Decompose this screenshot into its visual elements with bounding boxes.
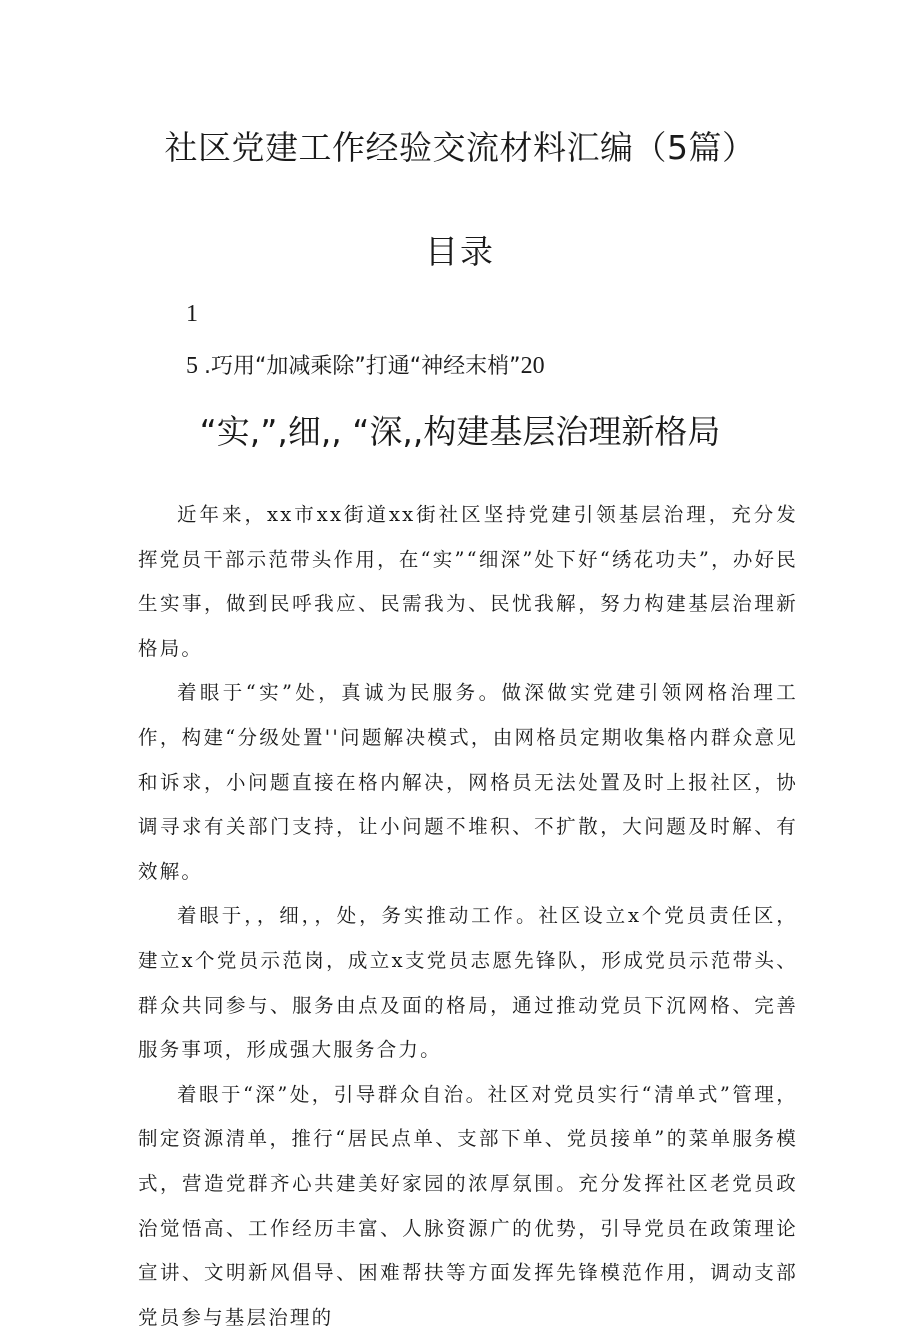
paragraph: 着眼于“深”处，引导群众自治。社区对党员实行“清单式”管理，制定资源清单，推行“居民点单、支部下单、党员接单”的菜单服务模式，营造党群齐心共建美好家园的浓厚氛围。充分发挥社区老党员政治觉悟高、工作经历丰富、人脉资源广的优势，引导党员在政策理论宣讲、文明新风倡导、困难帮扶等方面发挥先锋模范作用，调动支部党员参与基层治理的 — [138, 1082, 798, 1329]
article-body — [138, 493, 798, 1340]
document-title: 社区党建工作经验交流材料汇编（5篇） — [164, 128, 756, 167]
paragraph: 近年来，xx市xx街道xx街社区坚持党建引领基层治理，充分发挥党员干部示范带头作用，在“实”“细深”处下好“绣花功夫”，办好民生实事，做到民呼我应、民需我为、民忧我解，努力构建基层治理新格局。 — [138, 503, 798, 660]
toc-entry-text: .巧用“加减乘除”打通“神经末梢” — [204, 354, 521, 379]
paragraph: 着眼于“实”处，真诚为民服务。做深做实党建引领网格治理工作，构建“分级处置''问题解决模式，由网格员定期收集格内群众意见和诉求，小问题直接在格内解决，网格员无法处置及时上报社区，协调寻求有关部门支持，让小问题不堆积、不扩散，大问题及时解、有效解。 — [138, 681, 798, 883]
toc-entry-number: 1 — [186, 301, 198, 327]
toc-entry — [186, 298, 198, 330]
paragraph: 着眼于，，细，，处，务实推动工作。社区设立x个党员责任区，建立x个党员示范岗，成立x支党员志愿先锋队，形成党员示范带头、群众共同参与、服务由点及面的格局，通过推动党员下沉网格、完善服务事项，形成强大服务合力。 — [138, 904, 798, 1062]
toc-entry-number: 5 — [186, 353, 198, 379]
toc-entry — [186, 350, 545, 383]
article-title: “实,”,细,, “深,,构建基层治理新格局 — [199, 412, 721, 451]
toc-heading: 目录 — [425, 232, 495, 271]
toc-entry-page: 20 — [520, 353, 545, 379]
